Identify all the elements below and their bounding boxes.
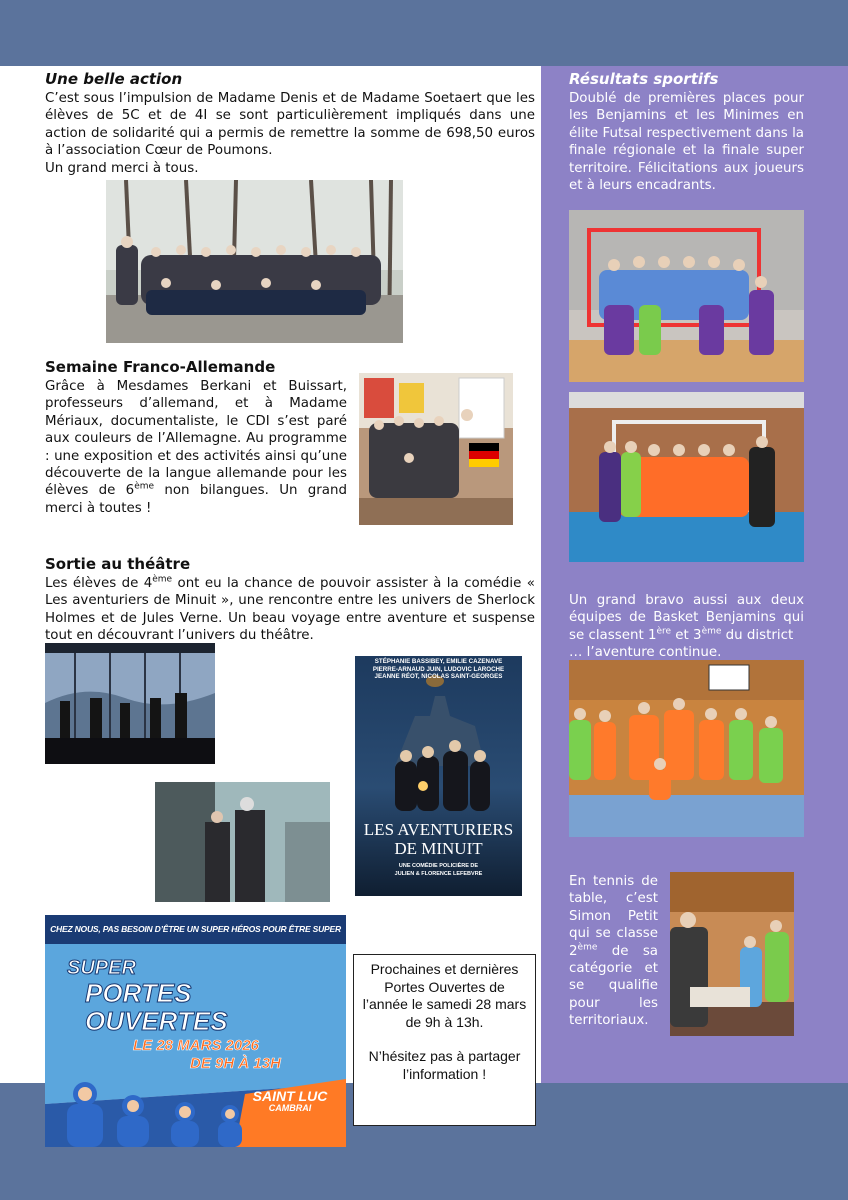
superscript: ème — [134, 481, 155, 492]
basket-photo — [569, 660, 804, 837]
article-title-belle-action: Une belle action — [45, 70, 183, 88]
poster-banner-text: CHEZ NOUS, PAS BESOIN D’ÊTRE UN SUPER HÉROS POUR ÊTRE SUPER — [45, 915, 346, 944]
article-text-franco-allemande — [45, 378, 347, 517]
poster-hours: DE 9H À 13H — [190, 1055, 281, 1072]
poster-ouvertes: OUVERTES — [85, 1006, 228, 1036]
theatre-stage-photo — [45, 643, 215, 764]
superscript: ème — [577, 942, 598, 953]
superscript: ème — [701, 626, 722, 637]
sidebar-title: Résultats sportifs — [569, 70, 719, 88]
superscript: ème — [152, 574, 173, 585]
poster-title: LES AVENTURIERS — [363, 820, 514, 839]
poster-portes: PORTES — [85, 978, 192, 1008]
poster-school: SAINT LUC — [252, 1088, 328, 1104]
poster-title: DE MINUIT — [394, 839, 483, 858]
futsal-minimes-photo — [569, 392, 804, 562]
poster-actors: PIERRE-ARNAUD JUIN, LUDOVIC LAROCHE — [372, 665, 505, 673]
text-part: et 3 — [671, 627, 702, 643]
text-part: Les élèves de 4 — [45, 576, 153, 591]
poster-school-city: CAMBRAI — [268, 1103, 312, 1113]
theatre-scene-photo — [155, 782, 330, 902]
poster-actors: STÉPHANIE BASSIBEY, EMILIE CAZENAVE — [374, 658, 503, 665]
article-text-belle-action — [45, 90, 535, 177]
futsal-benjamins-photo — [569, 210, 804, 382]
top-banner — [0, 0, 848, 66]
poster-actors: JEANNE RÉOT, NICOLAS SAINT-GEORGES — [374, 673, 503, 680]
article-text-theatre — [45, 575, 535, 645]
text-part: … l’aventure continue. — [569, 645, 722, 661]
text-part: du district — [721, 627, 794, 643]
article-title-theatre: Sortie au théâtre — [45, 555, 191, 573]
spacer — [362, 1031, 527, 1048]
superscript: ère — [656, 626, 672, 637]
tennis-table-photo — [670, 872, 794, 1036]
cdi-group-photo — [359, 373, 513, 525]
poster-authors: JULIEN & FLORENCE LEFEBVRE — [394, 871, 483, 877]
text-part: de sa catégorie et se qualifie pour les territoriaux. — [569, 943, 658, 1029]
article-thanks: Un grand merci à tous. — [45, 160, 199, 176]
solidarity-group-photo — [106, 180, 403, 343]
text-part: En tennis de table, c’est Simon Petit qui se classe 2 — [569, 874, 658, 959]
sidebar-text-tennis — [569, 873, 658, 1030]
article-body: C’est sous l’impulsion de Madame Denis et de Madame Soetaert que les élèves de 5C et de 4I se sont particulièrement impliqués dans une action de solidarité qui a permis de remettre la somme de 698,50 euros à l’association Cœur de Poumons. — [45, 91, 535, 159]
info-box-share-text: N’hésitez pas à partager l’information ! — [368, 1048, 521, 1082]
poster-super: SUPER — [67, 957, 136, 979]
portes-ouvertes-poster — [45, 915, 346, 1147]
info-box-text: Prochaines et dernières Portes Ouvertes de l’année le samedi 28 mars de 9h à 13h. — [362, 961, 527, 1030]
poster-subtitle: UNE COMÉDIE POLICIÈRE DE — [398, 863, 479, 869]
text-part: Un grand bravo aussi aux deux équipes de Basket Benjamins qui se classent 1 — [569, 593, 804, 643]
portes-ouvertes-info-box — [353, 954, 536, 1126]
sidebar-text-basket — [569, 592, 804, 662]
text-part: ont eu la chance de pouvoir assister à la comédie « Les aventuriers de Minuit », une rencontre entre les univers de Sherlock Holmes et de Jules Verne. Un beau voyage entre aventure et suspense tout en découvrant l’univers du théâtre. — [45, 576, 535, 644]
article-title-franco-allemande: Semaine Franco-Allemande — [45, 358, 276, 376]
text-part: Grâce à Mesdames Berkani et Buissart, professeurs d’allemand, et à Madame Mériaux, documentaliste, le CDI s’est paré aux couleurs de l’Allemagne. Au programme : une exposition et des activités ainsi qu’une découverte de la langue allemande pour les élèves de 6 — [45, 379, 347, 499]
sidebar-text-futsal: Doublé de premières places pour les Benjamins et les Minimes en élite Futsal respectivement dans la finale régionale et la finale super territoire. Félicitations aux joueurs et à leurs encadrants. — [569, 91, 804, 194]
poster-date: LE 28 MARS 2026 — [133, 1037, 259, 1054]
text-part: non bilangues. Un grand merci à toutes ! — [45, 483, 347, 516]
theatre-poster — [355, 656, 522, 896]
